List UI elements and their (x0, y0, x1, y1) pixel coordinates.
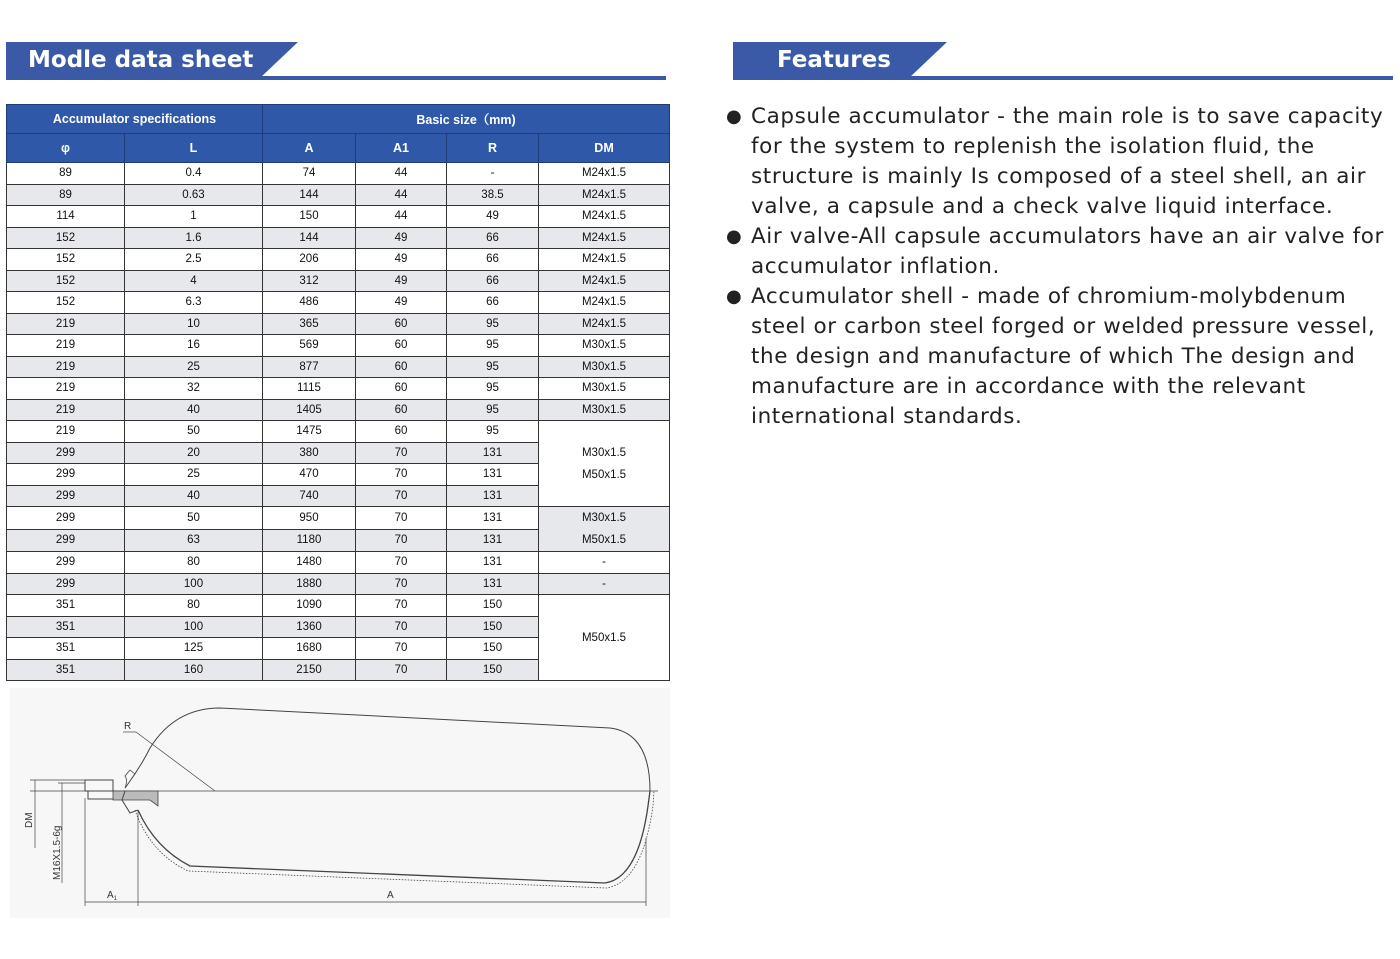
table-cell: 70 (356, 464, 447, 486)
table-cell: 219 (7, 378, 125, 400)
table-cell: 95 (447, 399, 539, 421)
table-cell: 351 (7, 616, 125, 638)
r-leader (136, 732, 215, 791)
table-cell: 486 (263, 292, 356, 314)
table-cell: 66 (447, 227, 539, 249)
table-cell: - (539, 573, 670, 595)
feature-item (726, 282, 1386, 432)
table-cell: 70 (356, 442, 447, 464)
table-cell: 299 (7, 485, 125, 507)
table-cell: 6.3 (125, 292, 263, 314)
feature-text: Accumulator shell - made of chromium-molybdenum steel or carbon steel forged or welded pressure vessel, the design and manufacture of which The design and manufacture are in accordance with the relevant international standards. (751, 284, 1376, 429)
a1-label-main: A (107, 890, 114, 901)
table-cell: 74 (263, 163, 356, 185)
table-cell: 70 (356, 638, 447, 660)
drawing-svg (10, 688, 670, 918)
feature-item (726, 222, 1386, 282)
table-cell: 114 (7, 206, 125, 228)
table-cell: 20 (125, 442, 263, 464)
table-cell: 299 (7, 442, 125, 464)
table-row (7, 313, 670, 335)
table-cell: 95 (447, 421, 539, 443)
table-cell: 49 (356, 292, 447, 314)
table-cell: 49 (447, 206, 539, 228)
table-cell: 66 (447, 249, 539, 271)
column-header: A1 (356, 134, 447, 163)
table-cell: 16 (125, 335, 263, 357)
table-row (7, 356, 670, 378)
dm-merged-cell (539, 507, 670, 552)
dm-value: M50x1.5 (581, 468, 627, 481)
table-cell: 1475 (263, 421, 356, 443)
table-cell: 150 (447, 638, 539, 660)
table-cell: 63 (125, 529, 263, 552)
table-row (7, 595, 670, 617)
group-header-row (7, 105, 670, 134)
dm-value: M30x1.5 (581, 512, 627, 524)
table-cell: 60 (356, 378, 447, 400)
table-cell: 60 (356, 356, 447, 378)
dm-merged-cell (539, 421, 670, 507)
table-cell: 351 (7, 595, 125, 617)
table-cell: 1480 (263, 552, 356, 574)
table-cell: 40 (125, 399, 263, 421)
table-cell: M30x1.5 (539, 356, 670, 378)
table-cell: M30x1.5 (539, 378, 670, 400)
table-cell: 219 (7, 356, 125, 378)
table-cell: 80 (125, 595, 263, 617)
section-title: Modle data sheet (6, 42, 260, 78)
column-header: L (125, 134, 263, 163)
table-cell: 2.5 (125, 249, 263, 271)
table-cell: 60 (356, 399, 447, 421)
table-row (7, 421, 670, 443)
table-cell: 206 (263, 249, 356, 271)
table-row (7, 206, 670, 228)
table-cell: 49 (356, 249, 447, 271)
a-label: A (387, 890, 394, 901)
table-cell: 152 (7, 270, 125, 292)
table-cell: 49 (356, 227, 447, 249)
table-cell: 569 (263, 335, 356, 357)
table-cell: M30x1.5 (539, 399, 670, 421)
features-list (726, 102, 1386, 432)
table-cell: 60 (356, 335, 447, 357)
shell-hatch (135, 791, 654, 888)
shell-outline-lower (138, 791, 650, 883)
table-cell: 38.5 (447, 184, 539, 206)
table-cell: 365 (263, 313, 356, 335)
bullet-icon: ● (726, 226, 743, 247)
table-cell: 152 (7, 292, 125, 314)
table-cell: 2150 (263, 659, 356, 681)
table-cell: 1090 (263, 595, 356, 617)
table-row (7, 399, 670, 421)
table-cell: M30x1.5 (539, 335, 670, 357)
feature-item (726, 102, 1386, 222)
table-cell: 299 (7, 552, 125, 574)
table-cell: 66 (447, 292, 539, 314)
feature-text: Air valve-All capsule accumulators have an air valve for accumulator inflation. (751, 224, 1384, 279)
table-cell: 0.4 (125, 163, 263, 185)
table-cell: 1680 (263, 638, 356, 660)
table-cell: M24x1.5 (539, 184, 670, 206)
dm-merged-cell: M50x1.5 (539, 595, 670, 681)
table-cell: 950 (263, 507, 356, 530)
table-cell: 131 (447, 464, 539, 486)
table-row (7, 270, 670, 292)
table-cell: 32 (125, 378, 263, 400)
table-cell: 70 (356, 573, 447, 595)
table-cell: 1115 (263, 378, 356, 400)
table-cell: 219 (7, 335, 125, 357)
section-header-features (733, 42, 1393, 80)
bullet-icon: ● (726, 106, 743, 127)
table-row (7, 227, 670, 249)
accumulator-drawing (10, 688, 670, 918)
section-header-datasheet (6, 42, 666, 80)
feature-text: Capsule accumulator - the main role is to save capacity for the system to replenish the isolation fluid, the structure is mainly Is composed of a steel shell, an air valve, a capsule and a check valve liquid interface. (751, 104, 1384, 219)
table-cell: 152 (7, 227, 125, 249)
column-header: A (263, 134, 356, 163)
table-cell: 131 (447, 507, 539, 530)
column-header: R (447, 134, 539, 163)
a1-label (107, 890, 118, 902)
table-cell: - (539, 552, 670, 574)
table-cell: 4 (125, 270, 263, 292)
table-cell: 1405 (263, 399, 356, 421)
table-cell: 160 (125, 659, 263, 681)
column-header: φ (7, 134, 125, 163)
table-cell: 44 (356, 184, 447, 206)
table-row (7, 292, 670, 314)
table-cell: 44 (356, 206, 447, 228)
table-cell: 70 (356, 485, 447, 507)
table-cell: 1360 (263, 616, 356, 638)
table-cell: 70 (356, 529, 447, 552)
table-cell: 131 (447, 552, 539, 574)
r-label: R (124, 721, 132, 732)
table-cell: 49 (356, 270, 447, 292)
table-cell: 95 (447, 378, 539, 400)
table-cell: 299 (7, 573, 125, 595)
table-cell: M24x1.5 (539, 163, 670, 185)
table-cell: 125 (125, 638, 263, 660)
table-cell: 100 (125, 616, 263, 638)
table-cell: 95 (447, 313, 539, 335)
table-cell: 131 (447, 573, 539, 595)
table-cell: 219 (7, 313, 125, 335)
table-cell: M24x1.5 (539, 249, 670, 271)
table-cell: 299 (7, 507, 125, 530)
table-cell: 95 (447, 335, 539, 357)
table-cell: 144 (263, 184, 356, 206)
table-cell: 25 (125, 356, 263, 378)
table-row (7, 335, 670, 357)
table-cell: 25 (125, 464, 263, 486)
table-cell: 1180 (263, 529, 356, 552)
table-cell: - (447, 163, 539, 185)
table-cell: M24x1.5 (539, 292, 670, 314)
table-cell: 131 (447, 485, 539, 507)
table-cell: M24x1.5 (539, 313, 670, 335)
a1-label-sub: 1 (113, 896, 118, 902)
table-row (7, 378, 670, 400)
table-cell: 150 (447, 595, 539, 617)
table-cell: 351 (7, 659, 125, 681)
column-header: DM (539, 134, 670, 163)
table-cell: 299 (7, 529, 125, 552)
table-cell: 877 (263, 356, 356, 378)
table-cell: 150 (447, 616, 539, 638)
spec-table (6, 104, 670, 681)
table-cell: 351 (7, 638, 125, 660)
table-cell: 95 (447, 356, 539, 378)
column-header-row (7, 134, 670, 163)
bullet-icon: ● (726, 286, 743, 307)
table-cell: 10 (125, 313, 263, 335)
thread-label: M16X1.5-6g (52, 825, 63, 880)
port-section (113, 791, 158, 806)
table-cell: 1 (125, 206, 263, 228)
table-cell: 70 (356, 616, 447, 638)
table-cell: 152 (7, 249, 125, 271)
dm-value: M30x1.5 (581, 446, 627, 459)
table-cell: 70 (356, 507, 447, 530)
table-row (7, 163, 670, 185)
table-cell: 50 (125, 421, 263, 443)
table-cell: 131 (447, 442, 539, 464)
table-cell: 470 (263, 464, 356, 486)
dm-label: DM (24, 812, 35, 828)
table-cell: 219 (7, 399, 125, 421)
table-cell: M24x1.5 (539, 227, 670, 249)
section-title: Features (733, 42, 909, 78)
group-header-basic-size: Basic size（mm) (263, 105, 670, 134)
table-cell: 299 (7, 464, 125, 486)
table-row (7, 552, 670, 574)
table-cell: 70 (356, 552, 447, 574)
table-cell: 60 (356, 421, 447, 443)
table-cell: 1.6 (125, 227, 263, 249)
table-cell: 89 (7, 184, 125, 206)
table-cell: 70 (356, 659, 447, 681)
table-cell: 150 (447, 659, 539, 681)
table-cell: 150 (263, 206, 356, 228)
table-cell: 219 (7, 421, 125, 443)
table-cell: 1880 (263, 573, 356, 595)
table-cell: 312 (263, 270, 356, 292)
table-row (7, 249, 670, 271)
table-cell: 144 (263, 227, 356, 249)
table-cell: 70 (356, 595, 447, 617)
table-cell: 44 (356, 163, 447, 185)
table-cell: 50 (125, 507, 263, 530)
table-cell: 100 (125, 573, 263, 595)
table-cell: 80 (125, 552, 263, 574)
shell-outline-upper (125, 708, 650, 791)
table-cell: 380 (263, 442, 356, 464)
table-cell: 66 (447, 270, 539, 292)
table-row (7, 573, 670, 595)
table-row (7, 507, 670, 530)
table-cell: 131 (447, 529, 539, 552)
table-cell: 40 (125, 485, 263, 507)
table-cell: M24x1.5 (539, 206, 670, 228)
table-row (7, 184, 670, 206)
valve-body (85, 780, 113, 791)
table-cell: 60 (356, 313, 447, 335)
table-cell: M24x1.5 (539, 270, 670, 292)
dm-value: M50x1.5 (581, 534, 627, 546)
group-header-spec: Accumulator specifications (7, 105, 263, 134)
table-cell: 740 (263, 485, 356, 507)
table-cell: 89 (7, 163, 125, 185)
table-cell: 0.63 (125, 184, 263, 206)
